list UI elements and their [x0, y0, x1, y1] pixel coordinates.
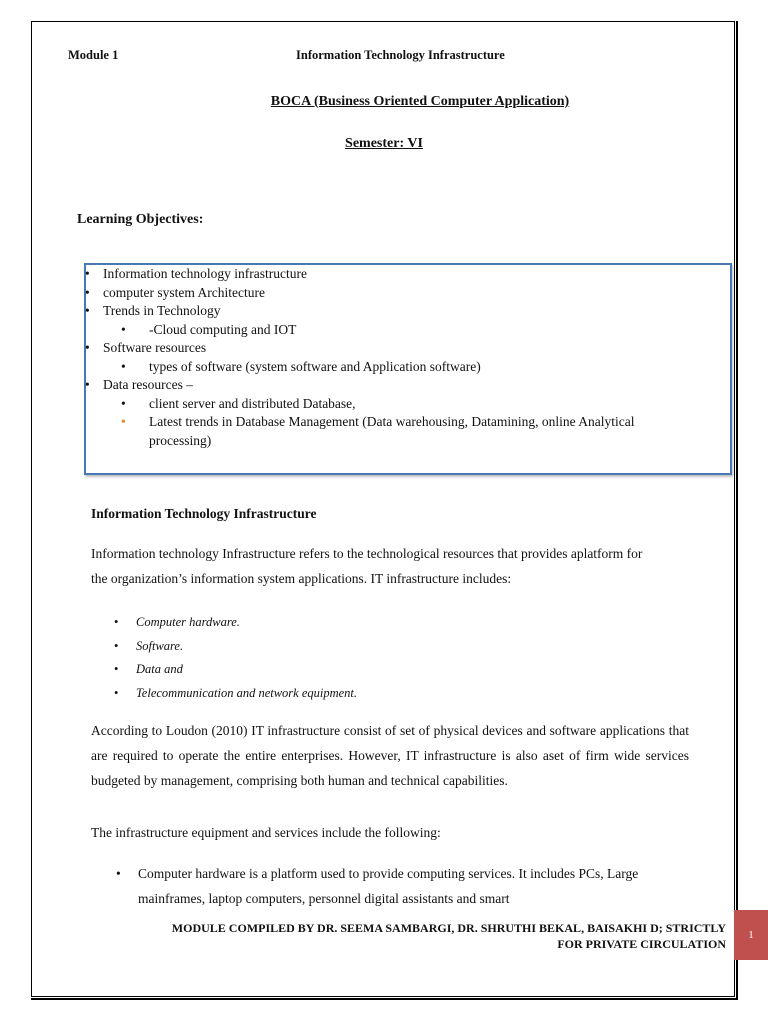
footer-line-1: MODULE COMPILED BY DR. SEEMA SAMBARGI, DR. SHRUTHI BEKAL, BAISAKHI D; STRICTLY	[171, 921, 726, 935]
list-subitem: • client server and distributed Database,	[85, 395, 725, 414]
list-subitem: • Latest trends in Database Management (Data warehousing, Datamining, online Analytical processing)	[121, 414, 635, 448]
list-item: • Data and	[114, 658, 357, 682]
paragraph-services: The infrastructure equipment and services include the following:	[91, 825, 441, 840]
header-title: Information Technology Infrastructure	[296, 48, 505, 62]
semester-text: Semester: VI	[345, 136, 423, 151]
list-item: • Computer hardware.	[114, 611, 357, 635]
list-item: • Trends in Technology	[85, 302, 725, 321]
list-item: • Computer hardware is a platform used to provide computing services. It includes PCs, Large mainframes, laptop computers, personnel digital assistants and smart	[116, 861, 692, 911]
bullet-icon: •	[85, 266, 90, 281]
bullet-icon: •	[85, 303, 90, 318]
components-list	[114, 611, 357, 705]
page-number-tab: 1	[734, 910, 768, 960]
bullet-icon: •	[121, 414, 126, 429]
bullet-icon: •	[114, 662, 119, 676]
section-heading: Information Technology Infrastructure	[91, 506, 317, 521]
semester	[0, 136, 768, 152]
course-title	[0, 94, 768, 110]
list-item: • Software resources	[85, 339, 725, 358]
footer-line-2: FOR PRIVATE CIRCULATION	[557, 937, 726, 951]
page-footer	[85, 920, 726, 952]
list-item: • Information technology infrastructure	[85, 265, 725, 284]
bullet-icon: •	[114, 638, 119, 653]
bullet-icon: •	[121, 358, 126, 374]
objectives-heading: Learning Objectives:	[77, 212, 204, 227]
text-overflow-mask	[32, 908, 732, 918]
list-subitem: • types of software (system software and Application software)	[85, 358, 725, 377]
list-item: • Software.	[114, 635, 357, 659]
list-item: • Data resources –	[85, 376, 725, 395]
bullet-icon: •	[121, 321, 126, 337]
bullet-icon: •	[85, 284, 90, 300]
bullet-icon: •	[116, 866, 121, 881]
bullet-icon: •	[85, 340, 90, 355]
list-item: • Telecommunication and network equipment.	[114, 682, 357, 706]
list-subitem: • -Cloud computing and IOT	[85, 321, 725, 340]
bullet-icon: •	[114, 615, 119, 629]
list-item: • computer system Architecture	[85, 284, 725, 303]
bullet-icon: •	[121, 395, 126, 411]
services-list	[116, 861, 692, 911]
course-title-text: BOCA (Business Oriented Computer Application)	[270, 94, 570, 109]
paragraph-loudon: According to Loudon (2010) IT infrastructure consist of set of physical devices and software applications that are required to operate the entire enterprises. However, IT infrastructure is also aset of firm wide services budgeted by management, comprising both human and technical capabilities.	[91, 723, 689, 788]
objectives-list	[85, 265, 725, 450]
paragraph-intro: Information technology Infrastructure refers to the technological resources that provides aplatform for the organization’s information system applications. IT infrastructure includes:	[91, 546, 643, 586]
header-module: Module 1	[68, 48, 119, 62]
bullet-icon: •	[85, 377, 90, 392]
bullet-icon: •	[114, 685, 119, 700]
